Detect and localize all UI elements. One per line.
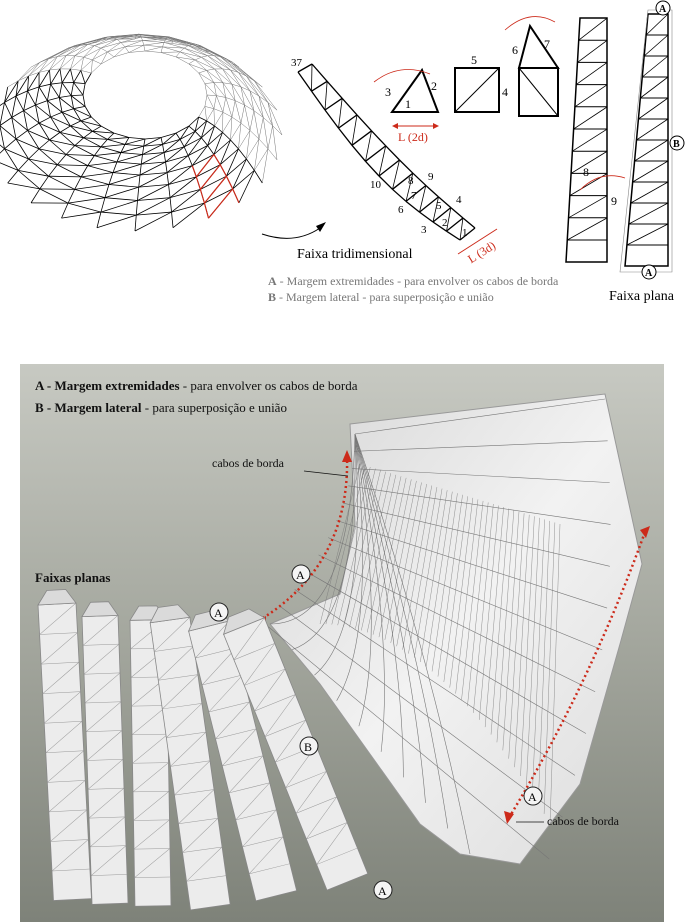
num-6: 6 xyxy=(398,204,404,216)
top-diagram xyxy=(0,0,686,330)
transition-arrow-head xyxy=(316,222,326,232)
photo-legend-b: B - Margem lateral - para superposição e união xyxy=(35,400,287,415)
num-5: 5 xyxy=(436,200,442,212)
dim-label-3d: L (3d) xyxy=(465,238,498,266)
tri-num-7: 7 xyxy=(544,37,550,51)
num-8: 8 xyxy=(408,175,414,187)
dim-label-2d: L (2d) xyxy=(398,130,428,144)
transition-arrow xyxy=(262,228,320,238)
svg-text:B: B xyxy=(304,740,313,754)
unfold-step-2 xyxy=(455,68,499,112)
tri-num-3: 3 xyxy=(385,85,391,99)
svg-text:A: A xyxy=(214,606,223,620)
faixas-planas-label: Faixas planas xyxy=(35,570,111,585)
svg-text:A: A xyxy=(296,568,305,582)
svg-text:A: A xyxy=(659,4,667,15)
num-9: 9 xyxy=(428,171,434,183)
hyperbolic-ring-mesh xyxy=(0,34,282,231)
tri-num-2: 2 xyxy=(431,79,437,93)
cabos-de-borda-top: cabos de borda xyxy=(212,456,284,470)
tri-num-4: 4 xyxy=(502,85,508,99)
circle-marker-a-top xyxy=(656,1,670,15)
num-37: 37 xyxy=(291,57,302,69)
svg-text:A: A xyxy=(645,268,653,279)
num-3: 3 xyxy=(421,224,427,236)
top-legend-b: B - Margem lateral - para superposição e união xyxy=(268,290,494,304)
tri-num-6: 6 xyxy=(512,43,518,57)
photo-circle-a-right xyxy=(524,787,542,805)
svg-text:B: B xyxy=(673,139,680,150)
circle-marker-b xyxy=(670,136,684,150)
tri-num-5: 5 xyxy=(471,53,477,67)
tri-num-1: 1 xyxy=(405,97,411,111)
flat-strip-unfolding xyxy=(566,18,607,262)
num-10: 10 xyxy=(370,179,381,191)
photo-legend-a: A - Margem extremidades - para envolver os cabos de borda xyxy=(35,378,358,393)
photo-circle-a-upper xyxy=(292,565,310,583)
num-2: 2 xyxy=(442,217,448,229)
tri-num-8: 8 xyxy=(583,165,589,179)
strip-3d-label: Faixa tridimensional xyxy=(297,247,413,262)
svg-text:A: A xyxy=(378,884,387,898)
dim-arrow-right xyxy=(433,123,439,129)
num-7: 7 xyxy=(411,190,417,202)
strip-flat-label: Faixa plana xyxy=(609,289,674,304)
tri-num-9: 9 xyxy=(611,194,617,208)
dim-arrow-left xyxy=(392,123,398,129)
cabos-de-borda-bottom: cabos de borda xyxy=(547,814,619,828)
photo-circle-markers xyxy=(20,364,664,922)
num-4: 4 xyxy=(456,194,462,206)
flat-strip-final xyxy=(620,10,672,272)
unfold-step-3 xyxy=(505,17,558,116)
photo-circle-a-strip xyxy=(210,603,228,621)
svg-text:A: A xyxy=(528,790,537,804)
model-photo xyxy=(20,364,664,922)
photo-circle-b xyxy=(300,737,318,755)
photo-circle-a-bottom xyxy=(374,881,392,899)
num-1: 1 xyxy=(462,227,468,239)
circle-marker-a-bottom xyxy=(642,265,656,279)
top-legend-a: A - Margem extremidades - para envolver os cabos de borda xyxy=(268,274,559,288)
